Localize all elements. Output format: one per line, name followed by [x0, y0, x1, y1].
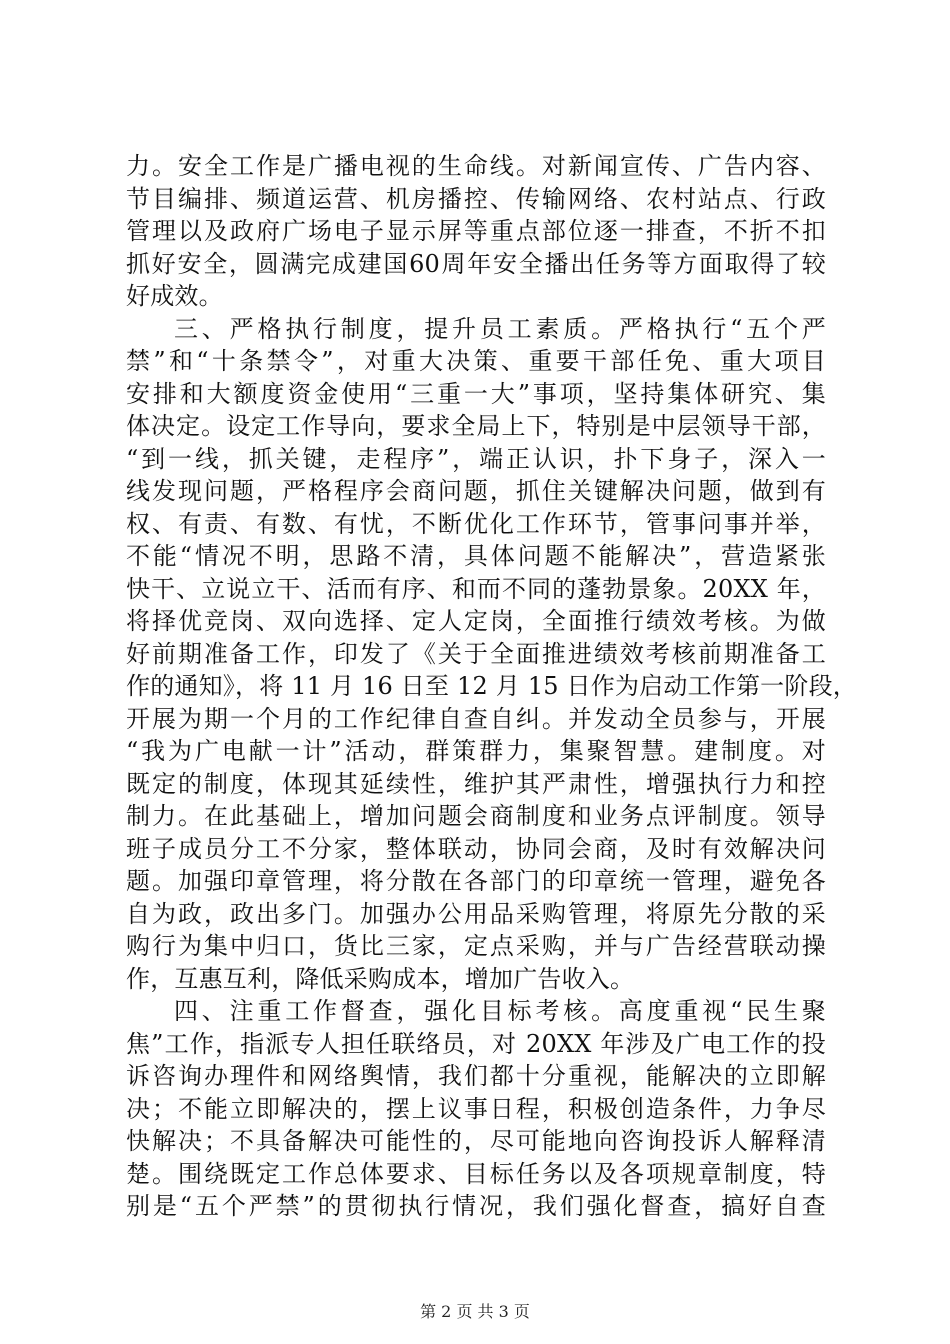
text-line: 抓好安全，圆满完成建国60周年安全播出任务等方面取得了较: [126, 249, 826, 278]
text-line: 好前期准备工作，印发了《关于全面推进绩效考核前期准备工: [126, 639, 826, 668]
text-line: “我为广电献一计”活动，群策群力，集聚智慧。建制度。对: [126, 737, 826, 765]
text-line: 不能“情况不明，思路不清，具体问题不能解决”，营造紧张: [126, 542, 826, 570]
text-line: 好成效。: [126, 282, 223, 310]
text-line: 班子成员分工不分家，整体联动，协同会商，及时有效解决问: [126, 834, 826, 863]
document-body: [126, 150, 857, 1223]
text-line: 制力。在此基础上，增加问题会商制度和业务点评制度。领导: [126, 802, 826, 830]
text-line: 四、注重工作督查，强化目标考核。高度重视“民生聚: [174, 997, 826, 1025]
text-line: 题。加强印章管理，将分散在各部门的印章统一管理，避免各: [126, 867, 826, 895]
page-number-footer: 第 2 页 共 3 页: [420, 1302, 530, 1321]
text-line: 三、严格执行制度，提升员工素质。严格执行“五个严: [174, 314, 826, 343]
text-line: 安排和大额度资金使用“三重一大”事项，坚持集体研究、集: [126, 379, 826, 408]
text-line: 体决定。设定工作导向，要求全局上下，特别是中层领导干部，: [126, 412, 826, 440]
text-line: 作的通知》，将 11 月 16 日至 12 月 15 日作为启动工作第一阶段，: [126, 672, 857, 700]
text-line: 将择优竞岗、双向选择、定人定岗，全面推行绩效考核。为做: [126, 607, 826, 635]
text-line: 购行为集中归口，货比三家，定点采购，并与广告经营联动操: [126, 932, 826, 960]
text-line: 决；不能立即解决的，摆上议事日程，积极创造条件，力争尽: [126, 1094, 826, 1123]
text-line: 快解决；不具备解决可能性的，尽可能地向咨询投诉人解释清: [126, 1127, 826, 1155]
text-line: 力。安全工作是广播电视的生命线。对新闻宣传、广告内容、: [126, 152, 826, 180]
text-line: 快干、立说立干、活而有序、和而不同的蓬勃景象。20XX 年，: [126, 574, 826, 603]
text-line: 既定的制度，体现其延续性，维护其严肃性，增强执行力和控: [126, 769, 826, 798]
text-line: “到一线，抓关键，走程序”，端正认识，扑下身子，深入一: [126, 444, 826, 473]
text-line: 节目编排、频道运营、机房播控、传输网络、农村站点、行政: [126, 184, 826, 213]
text-line: 线发现问题，严格程序会商问题，抓住关键解决问题，做到有: [126, 477, 826, 505]
text-line: 别是“五个严禁”的贯彻执行情况，我们强化督查，搞好自查: [126, 1192, 826, 1220]
text-line: 作，互惠互利，降低采购成本，增加广告收入。: [126, 964, 635, 993]
text-line: 开展为期一个月的工作纪律自查自纠。并发动全员参与，开展: [126, 704, 826, 733]
text-line: 权、有责、有数、有忧，不断优化工作环节，管事问事并举，: [126, 509, 826, 538]
text-line: 禁”和“十条禁令”，对重大决策、重要干部任免、重大项目: [126, 347, 826, 375]
text-line: 焦”工作，指派专人担任联络员，对 20XX 年涉及广电工作的投: [126, 1029, 826, 1058]
text-line: 管理以及政府广场电子显示屏等重点部位逐一排查，不折不扣: [126, 217, 826, 245]
text-line: 自为政，政出多门。加强办公用品采购管理，将原先分散的采: [126, 899, 826, 928]
text-line: 诉咨询办理件和网络舆情，我们都十分重视，能解决的立即解: [126, 1062, 826, 1090]
text-line: 楚。围绕既定工作总体要求、目标任务以及各项规章制度，特: [126, 1159, 826, 1188]
